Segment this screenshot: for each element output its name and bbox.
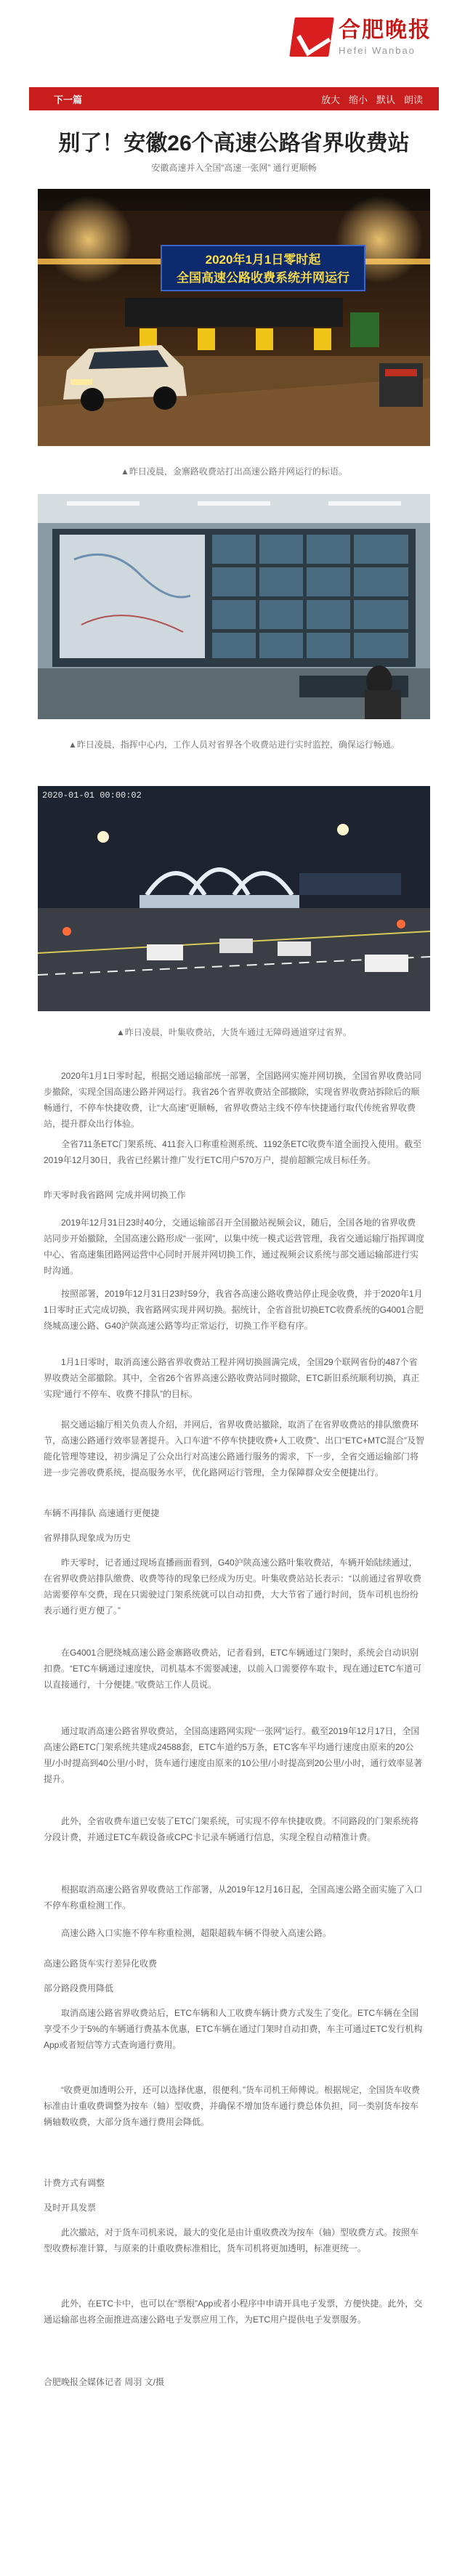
section-heading: 高速公路货车实行差异化收费 (44, 1959, 158, 1969)
body-paragraph: 全省711条ETC门架系统、411套入口称重检测系统、1192条ETC收费车道全面投入使用。截至2019年12月30日，我省已经累计推广发行ETC用户570万户，提前超额完成目标任务。 (44, 1139, 422, 1165)
byline: 合肥晚报全媒体记者 周羽 文/摄 (44, 2377, 165, 2387)
body-paragraph: 1月1日零时，取消高速公路省界收费站工程并网切换圆满完成，全国29个联网省份的487个省界收费站全部撤除。其中，全省26个省界高速公路收费站同时撤除，ETC新旧系统顺利切换，真正实现“通行不停车、收费不排队”的目标。 (44, 1357, 420, 1399)
photo1-caption: ▲昨日凌晨，金寨路收费站打出高速公路并网运行的标语。 (121, 466, 347, 477)
section-heading: 车辆不再排队 高速通行更便捷 (44, 1508, 160, 1518)
toll-station-night-photo (38, 189, 430, 446)
body-paragraph: 2019年12月31日23时40分，交通运输部召开全国撤站视频会议，随后，全国各地的省界收费站同步开始撤除，全国高速公路形成“一张网”，以集中统一模式运营管理，我省交通运输厅指挥调度中心、省高速集团路网运营中心同时开展并网切换工作，通过视频会议系统与部交通运输部进行实时沟通。 (44, 1218, 424, 1276)
yeji-toll-station-photo (38, 786, 430, 1011)
article-toolbar (29, 87, 439, 110)
zoom-in-link[interactable]: 放大 (320, 94, 340, 105)
sign-message-text: 全国高速公路收费系统并网运行 (177, 271, 349, 285)
body-paragraph: 此次撤站，对于货车司机来说，最大的变化是由计重收费改为按车（轴）型收费方式。按照车型收费标准计算，与原来的计重收费标准相比，货车司机将更加透明，标准更统一。 (44, 2227, 419, 2253)
section-heading: 计费方式有调整 (44, 2178, 105, 2188)
photo2-caption: ▲昨日凌晨，指挥中心内，工作人员对省界各个收费站进行实时监控，确保运行畅通。 (68, 740, 400, 750)
section-subheading: 省界排队现象成为历史 (44, 1533, 132, 1543)
default-size-link[interactable]: 默认 (376, 94, 395, 105)
command-center-photo (38, 494, 430, 719)
body-paragraph: 2020年1月1日零时起，根据交通运输部统一部署，全国路网实施并网切换，全国省界收费站同步撤除，实现全国高速公路并网运行。我省26个省界收费站全部撤除，实现省界收费站拆除后的顺畅通行，不停车快捷收费，让“大高速”更顺畅，省界收费站主线不停车快捷通行取代传统省界收费站，提升群众出行体验。 (44, 1071, 422, 1129)
section-subheading: 及时开具发票 (44, 2203, 97, 2213)
body-paragraph: 通过取消高速公路省界收费站，全国高速路网实现“一张网”运行。截至2019年12月17日，全国高速公路ETC门架系统共建成24588套，ETC车道约5万条，ETC客车平均通行速度由原来的20公里/小时提高到40公里/小时，货车通行速度由原来的10公里/小时提高到20公里/小时，通行效率显著提升。 (44, 1726, 423, 1784)
body-paragraph: 在G4001合肥绕城高速公路金寨路收费站，记者看到，ETC车辆通过门架时，系统会自动识别扣费。“ETC车辆通过速度快，司机基本不需要减速，以前入口需要停车取卡，现在通过ETC车道可以直接通行，十分便捷。”收费站工作人员说。 (44, 1648, 421, 1690)
body-paragraph: 根据取消高速公路省界收费站工作部署，从2019年12月16日起，全国高速公路全面实施了入口不停车称重检测工作。 (44, 1884, 423, 1911)
camera-timestamp: 2020-01-01 00:00:02 (42, 790, 142, 801)
body-paragraph: “收费更加透明公开，还可以选择优惠，很便利。”货车司机王师傅说。根据规定，全国货车收费标准由计重收费调整为按车（轴）型收费，并确保不增加货车通行费总体负担，同一类别货车按车辆轴数收费，大部分货车通行费用会降低。 (44, 2085, 420, 2127)
body-paragraph: 此外，全省收费车道已安装了ETC门架系统，可实现不停车快捷收费。不同路段的门架系统将分段计费，并通过ETC车载设备或CPC卡记录车辆通行信息，实现全程自动精准计费。 (44, 1816, 419, 1842)
read-aloud-link[interactable]: 朗读 (403, 94, 423, 105)
body-paragraph: 据交通运输厅相关负责人介绍，并网后，省界收费站撤除，取消了在省界收费站的排队缴费环节，高速公路通行效率显著提升。入口车道“不停车快捷收费+人工收费”、出口“ETC+MTC混合”及智能化管理等建设，初步满足了公众出行对高速公路通行服务的需求，下一步，全省交通运输部门将进一步完善收费系统，提高服务水平，优化路网运行管理，全力保障群众安全便捷出行。 (44, 1419, 424, 1478)
next-article-link[interactable]: 下一篇 (54, 94, 83, 105)
photo3-caption: ▲昨日凌晨，叶集收费站，大货车通过无障碍通道穿过省界。 (116, 1027, 352, 1037)
body-paragraph: 取消高速公路省界收费站后，ETC车辆和人工收费车辆计费方式发生了变化。ETC车辆在全国享受不少于5%的车辆通行费基本优惠，ETC车辆在通过门架时自动扣费，车主可通过ETC发行机构App或者短信等方式查询通行费用。 (44, 2008, 423, 2050)
section-heading: 昨天零时我省路网 完成并网切换工作 (44, 1190, 186, 1200)
reading-controls (321, 92, 423, 106)
body-paragraph: 按照部署，2019年12月31日23时59分，我省各高速公路收费站停止现金收费，并于2020年1月1日零时正式完成切换，我省路网实现并网切换。据统计，全省首批切换ETC收费系统的G4001合肥绕城高速公路、G40沪陕高速公路等均正常运行，切换工作平稳有序。 (44, 1289, 424, 1331)
body-paragraph: 高速公路入口实施不停车称重检测，超限超载车辆不得驶入高速公路。 (61, 1928, 332, 1938)
body-paragraph: 昨天零时，记者通过现场直播画面看到，G40沪陕高速公路叶集收费站，车辆开始陆续通过，在省界收费站排队缴费、收费等待的现象已经成为历史。叶集收费站站长表示：“以前通过省界收费站需要停车交费，现在只需驶过门架系统就可以自动扣费，大大节省了通行时间，货车司机也纷纷表示通行更方便了。” (44, 1558, 421, 1616)
section-subheading: 部分路段费用降低 (44, 1983, 114, 1993)
masthead (0, 0, 465, 87)
logo-english-name: Hefei Wanbao (339, 44, 416, 56)
newspaper-logo[interactable] (292, 17, 432, 57)
logo-chinese-name: 合肥晚报 (339, 17, 432, 43)
body-paragraph: 此外，在ETC卡中，也可以在“票根”App或者小程序中申请开具电子发票，方便快捷。此外，交通运输部也将全面推进高速公路电子发票应用工作，为ETC用户提供电子发票服务。 (44, 2298, 423, 2325)
zoom-out-link[interactable]: 缩小 (348, 94, 368, 105)
sign-date-text: 2020年1月1日零时起 (205, 253, 321, 267)
article-title: 别了！安徽26个高速公路省界收费站 (58, 131, 410, 155)
logo-mark-icon (289, 17, 334, 57)
article-subtitle: 安徽高速并入全国“高速一张网” 通行更顺畅 (151, 163, 317, 173)
